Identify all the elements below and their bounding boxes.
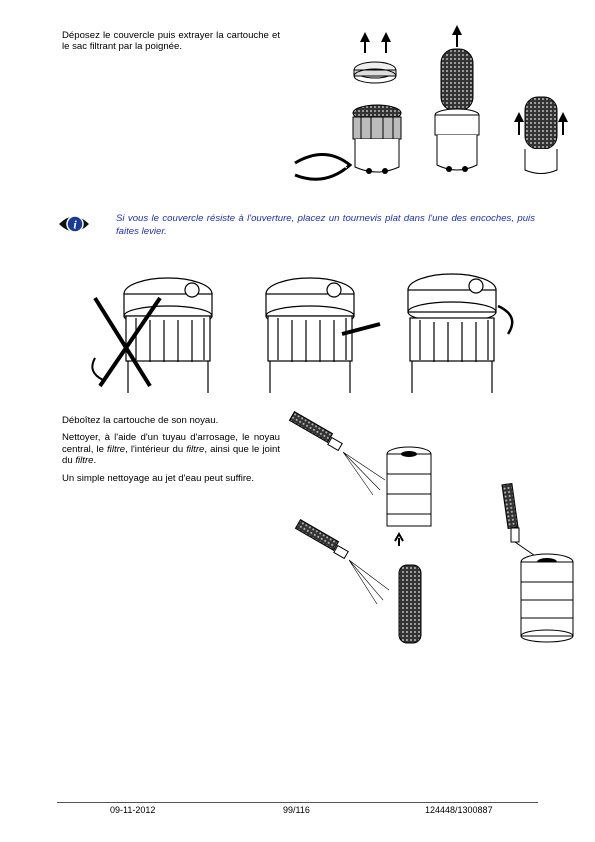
- illustration-hose-cleaning: [285, 410, 585, 650]
- footer-reference: 124448/1300887: [425, 805, 493, 815]
- instruction-unclip: Déboîtez la cartouche de son noyau.: [62, 415, 219, 426]
- instruction-wash: Nettoyer, à l'aide d'un tuyau d'arrosage, le noyau central, le filtre, l'intérieur du filtre, ainsi que le joint du filtre.: [62, 432, 280, 467]
- svg-text:i: i: [73, 217, 77, 232]
- footer-date: 09-11-2012: [110, 805, 156, 815]
- cleaning-instructions: [62, 415, 280, 490]
- instruction-remove-lid: Déposez le couvercle puis extrayer la cartouche et le sac filtrant par la poignée.: [62, 30, 280, 53]
- illustration-remove-cartridge: [285, 25, 585, 195]
- footer-divider: [57, 802, 538, 803]
- instruction-simple-rinse: Un simple nettoyage au jet d'eau peut suffire.: [62, 472, 255, 484]
- eye-info-icon: [58, 211, 90, 237]
- tip-text: Si vous le couvercle résiste à l'ouverture, placez un tournevis plat dans l'une des encoches, puis faites levier.: [116, 213, 535, 237]
- footer-page-number: 99/116: [283, 805, 310, 815]
- illustration-lid-levering: [80, 268, 525, 393]
